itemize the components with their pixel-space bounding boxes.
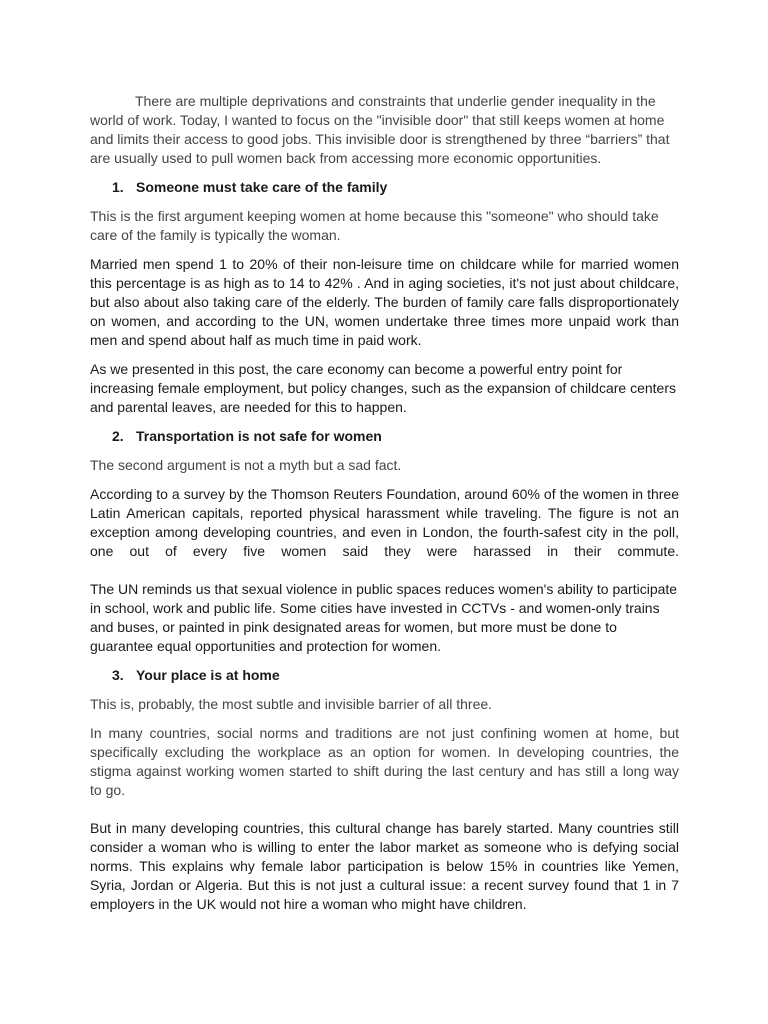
- paragraph-3-1: This is, probably, the most subtle and invisible barrier of all three.: [90, 696, 493, 712]
- paragraph-2-3: The UN reminds us that sexual violence in public spaces reduces women's ability to participate in school, work and public life. Some cities have invested in CCTVs - and women-only trains and buses, or painted in pink designated areas for women, but more must be done to guarantee equal opportunities and protection for women.: [90, 581, 678, 654]
- paragraph-3-2: In many countries, social norms and traditions are not just confining women at home, but specifically excluding the workplace as an option for women. In developing countries, the stigma against working women started to shift during the last century and has still a long way to go.: [90, 725, 679, 798]
- section-number-1: 1.: [112, 179, 124, 195]
- section-heading-1: [90, 178, 679, 197]
- section-number-2: 2.: [112, 428, 124, 444]
- intro-paragraph: There are multiple deprivations and constraints that underlie gender inequality in the world of work. Today, I wanted to focus on the "invisible door" that still keeps women at home and limits their access to good jobs. This invisible door is strengthened by three “barriers” that are usually used to pull women back from accessing more economic opportunities.: [90, 93, 670, 166]
- paragraph-1-2: Married men spend 1 to 20% of their non-leisure time on childcare while for married women this percentage is as high as to 14 to 42% . And in aging societies, it's not just about childcare, but also about also taking care of the elderly. The burden of family care falls disproportionately on women, and according to the UN, women undertake three times more unpaid work than men and spend about half as much time in paid work.: [90, 256, 679, 348]
- paragraph-1-3: As we presented in this post, the care economy can become a powerful entry point for increasing female employment, but policy changes, such as the expansion of childcare centers and parental leaves, are needed for this to happen.: [90, 361, 676, 415]
- section-heading-3: [90, 666, 679, 685]
- paragraph-1-1: This is the first argument keeping women at home because this "someone" who should take care of the family is typically the woman.: [90, 208, 659, 243]
- section-title-1: Someone must take care of the family: [136, 179, 388, 195]
- section-number-3: 3.: [112, 667, 124, 683]
- section-title-2: Transportation is not safe for women: [136, 428, 382, 444]
- paragraph-3-3: But in many developing countries, this cultural change has barely started. Many countries still consider a woman who is willing to enter the labor market as someone who is defying social norms. This explains why female labor participation is below 15% in countries like Yemen, Syria, Jordan or Algeria. But this is not just a cultural issue: a recent survey found that 1 in 7 employers in the UK would not hire a woman who might have children.: [90, 820, 679, 912]
- paragraph-2-2: According to a survey by the Thomson Reuters Foundation, around 60% of the women in three Latin American capitals, reported physical harassment while traveling. The figure is not an exception among developing countries, and even in London, the fourth-safest city in the poll, one out of every five women said they were harassed in their commute.: [90, 486, 679, 559]
- section-heading-2: [90, 427, 679, 446]
- paragraph-2-1: The second argument is not a myth but a sad fact.: [90, 457, 402, 473]
- section-title-3: Your place is at home: [136, 667, 280, 683]
